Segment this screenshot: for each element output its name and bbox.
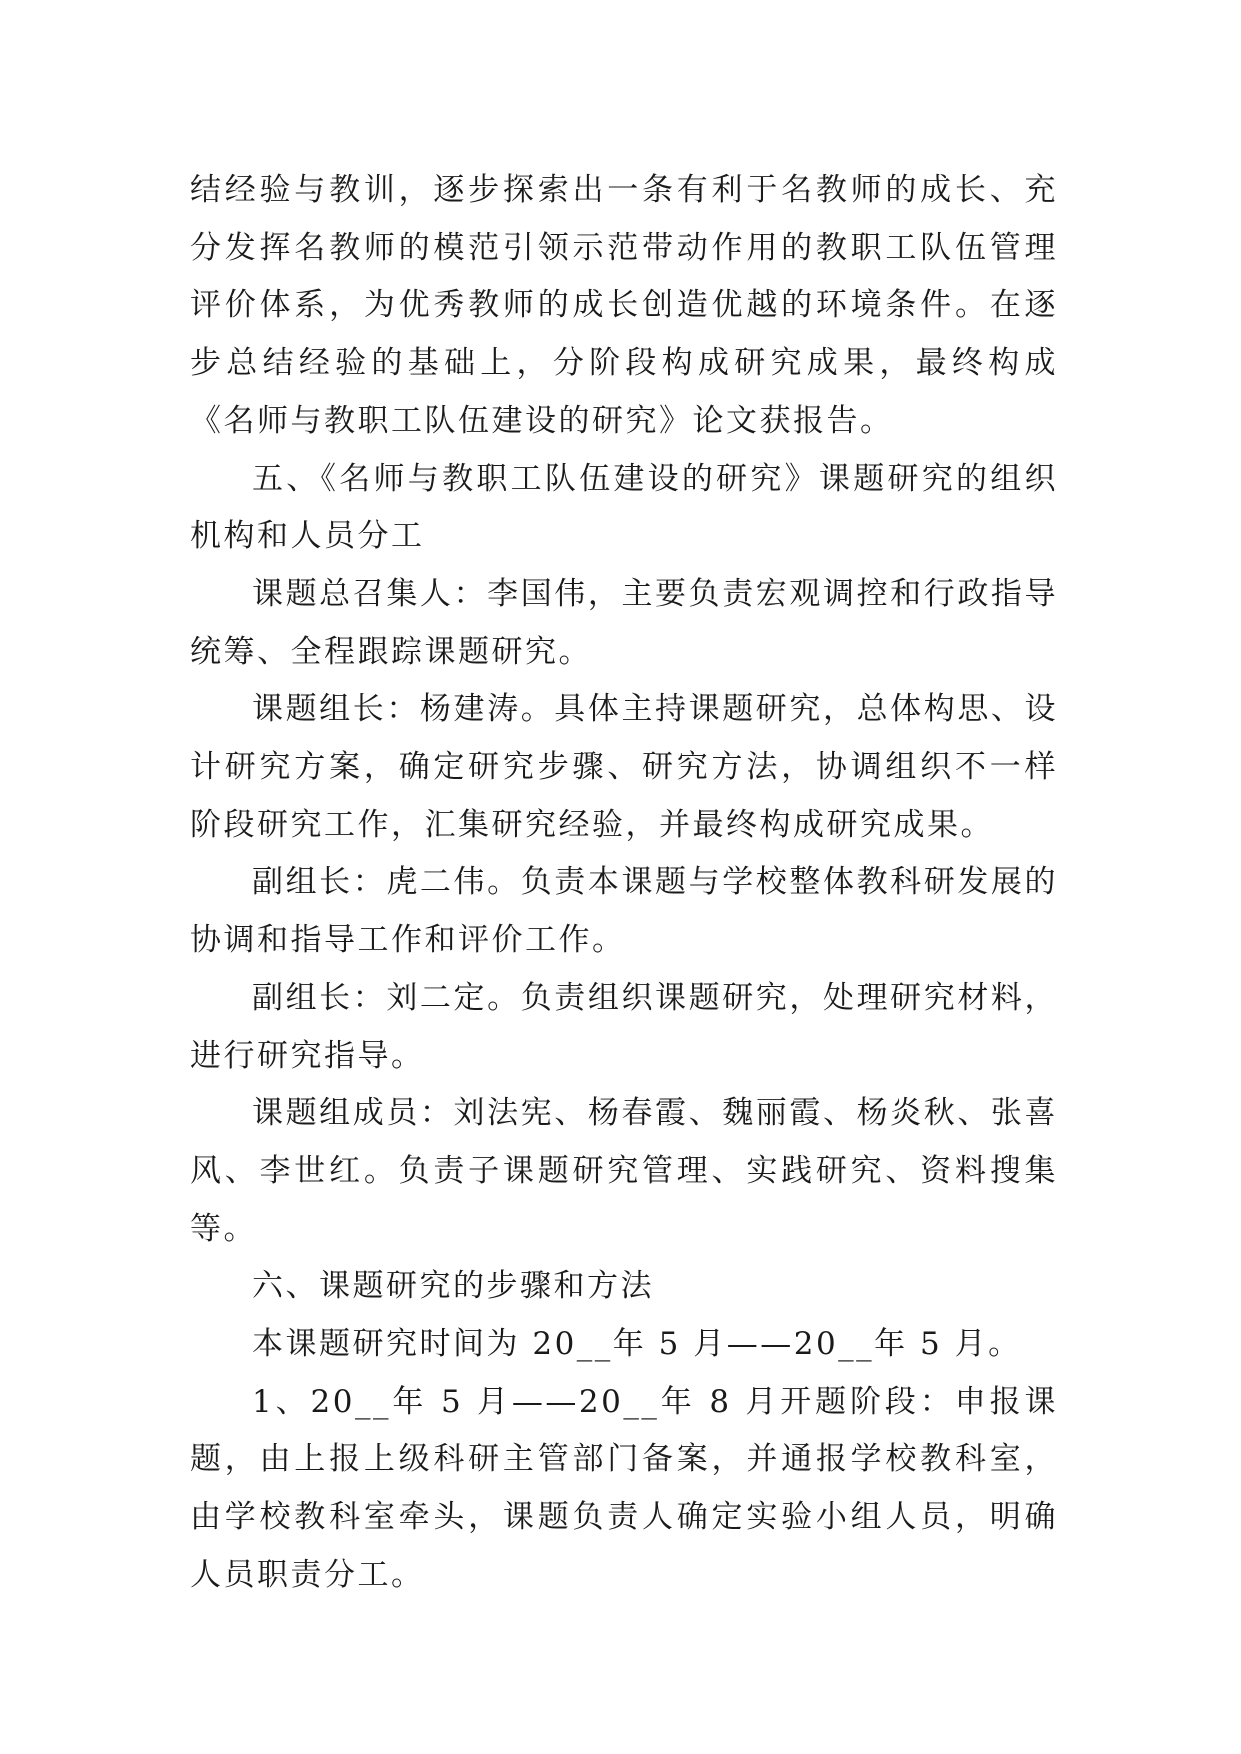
section-heading-five: 五、《名师与教职工队伍建设的研究》课题研究的组织机构和人员分工 [190, 460, 1058, 555]
section-heading-six: 六、课题研究的步骤和方法 [252, 1268, 654, 1305]
paragraph-deputy-leader-1: 副组长：虎二伟。负责本课题与学校整体教科研发展的协调和指导工作和评价工作。 [190, 864, 1058, 959]
paragraph-stage-one: 1、20__年 5 月——20__年 8 月开题阶段：申报课题，由上报上级科研主管部门备案，并通报学校教科室，由学校教科室牵头，课题负责人确定实验小组人员，明确人员职责分工。 [190, 1383, 1058, 1593]
paragraph-group-members: 课题组成员：刘法宪、杨春霞、魏丽霞、杨炎秋、张喜风、李世红。负责子课题研究管理、实践研究、资料搜集等。 [190, 1095, 1058, 1247]
paragraph-deputy-leader-2: 副组长：刘二定。负责组织课题研究，处理研究材料，进行研究指导。 [190, 979, 1058, 1074]
paragraph-group-leader: 课题组长：杨建涛。具体主持课题研究，总体构思、设计研究方案，确定研究步骤、研究方法，协调组织不一样阶段研究工作，汇集研究经验，并最终构成研究成果。 [190, 691, 1058, 843]
document-body [190, 162, 1058, 1605]
paragraph-research-period: 本课题研究时间为 20__年 5 月——20__年 5 月。 [252, 1326, 1022, 1363]
paragraph-continuation: 结经验与教训，逐步探索出一条有利于名教师的成长、充分发挥名教师的模范引领示范带动作用的教职工队伍管理评价体系，为优秀教师的成长创造优越的环境条件。在逐步总结经验的基础上，分阶段构成研究成果，最终构成《名师与教职工队伍建设的研究》论文获报告。 [190, 172, 1058, 439]
paragraph-convener: 课题总召集人：李国伟，主要负责宏观调控和行政指导统筹、全程跟踪课题研究。 [190, 575, 1058, 670]
